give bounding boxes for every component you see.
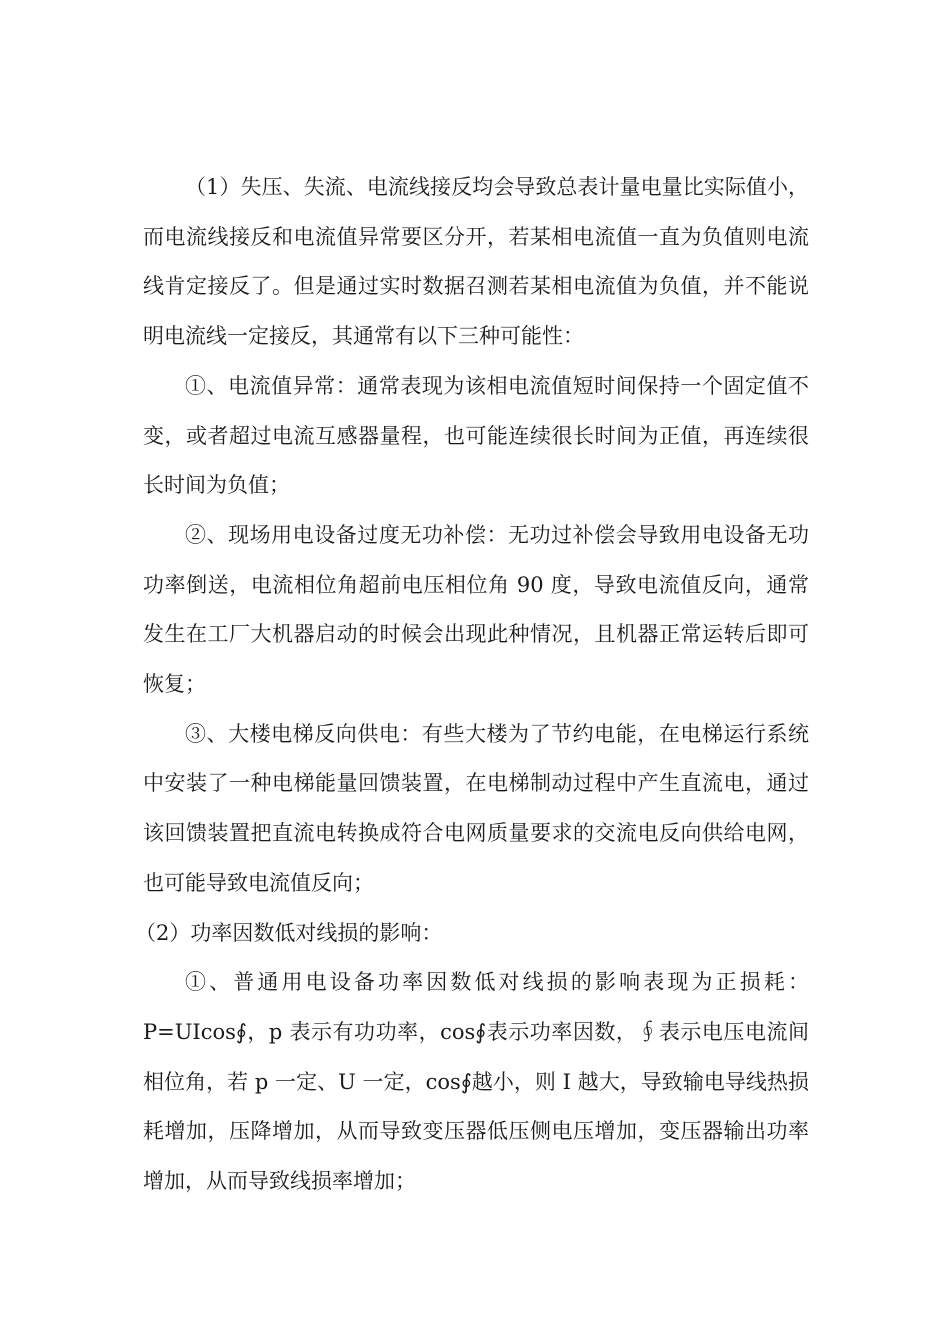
paragraph-3: ②、现场用电设备过度无功补偿：无功过补偿会导致用电设备无功功率倒送，电流相位角超前电压相位角 90 度，导致电流值反向，通常发生在工厂大机器启动的时候会出现此种情况，且机器正常运转后即可恢复；	[143, 522, 809, 697]
paragraph-4: ③、大楼电梯反向供电：有些大楼为了节约电能，在电梯运行系统中安装了一种电梯能量回馈装置，在电梯制动过程中产生直流电，通过该回馈装置把直流电转换成符合电网质量要求的交流电反向供给电网，也可能导致电流值反向；	[143, 721, 809, 895]
paragraph-1: （1）失压、失流、电流线接反均会导致总表计量电量比实际值小，而电流线接反和电流值异常要区分开，若某相电流值一直为负值则电流线肯定接反了。但是通过实时数据召测若某相电流值为负值，并不能说明电流线一定接反，其通常有以下三种可能性：	[143, 175, 809, 349]
section-heading-2: （2）功率因数低对线损的影响：	[135, 920, 443, 945]
paragraph-2: ①、电流值异常：通常表现为该相电流值短时间保持一个固定值不变，或者超过电流互感器量程，也可能连续很长时间为正值，再连续很长时间为负值；	[143, 373, 809, 498]
paragraph-6: ①、普通用电设备功率因数低对线损的影响表现为正损耗：P=UIcos∮，p 表示有功功率，cos∮表示功率因数，∮表示电压电流间相位角，若 p 一定、U 一定，cos∮越小，则 I 越大，导致输电导线热损耗增加，压降增加，从而导致变压器低压侧电压增加，变压器输出功率增加，从而导致线损率增加；	[143, 970, 809, 1194]
document-body	[135, 163, 809, 1207]
